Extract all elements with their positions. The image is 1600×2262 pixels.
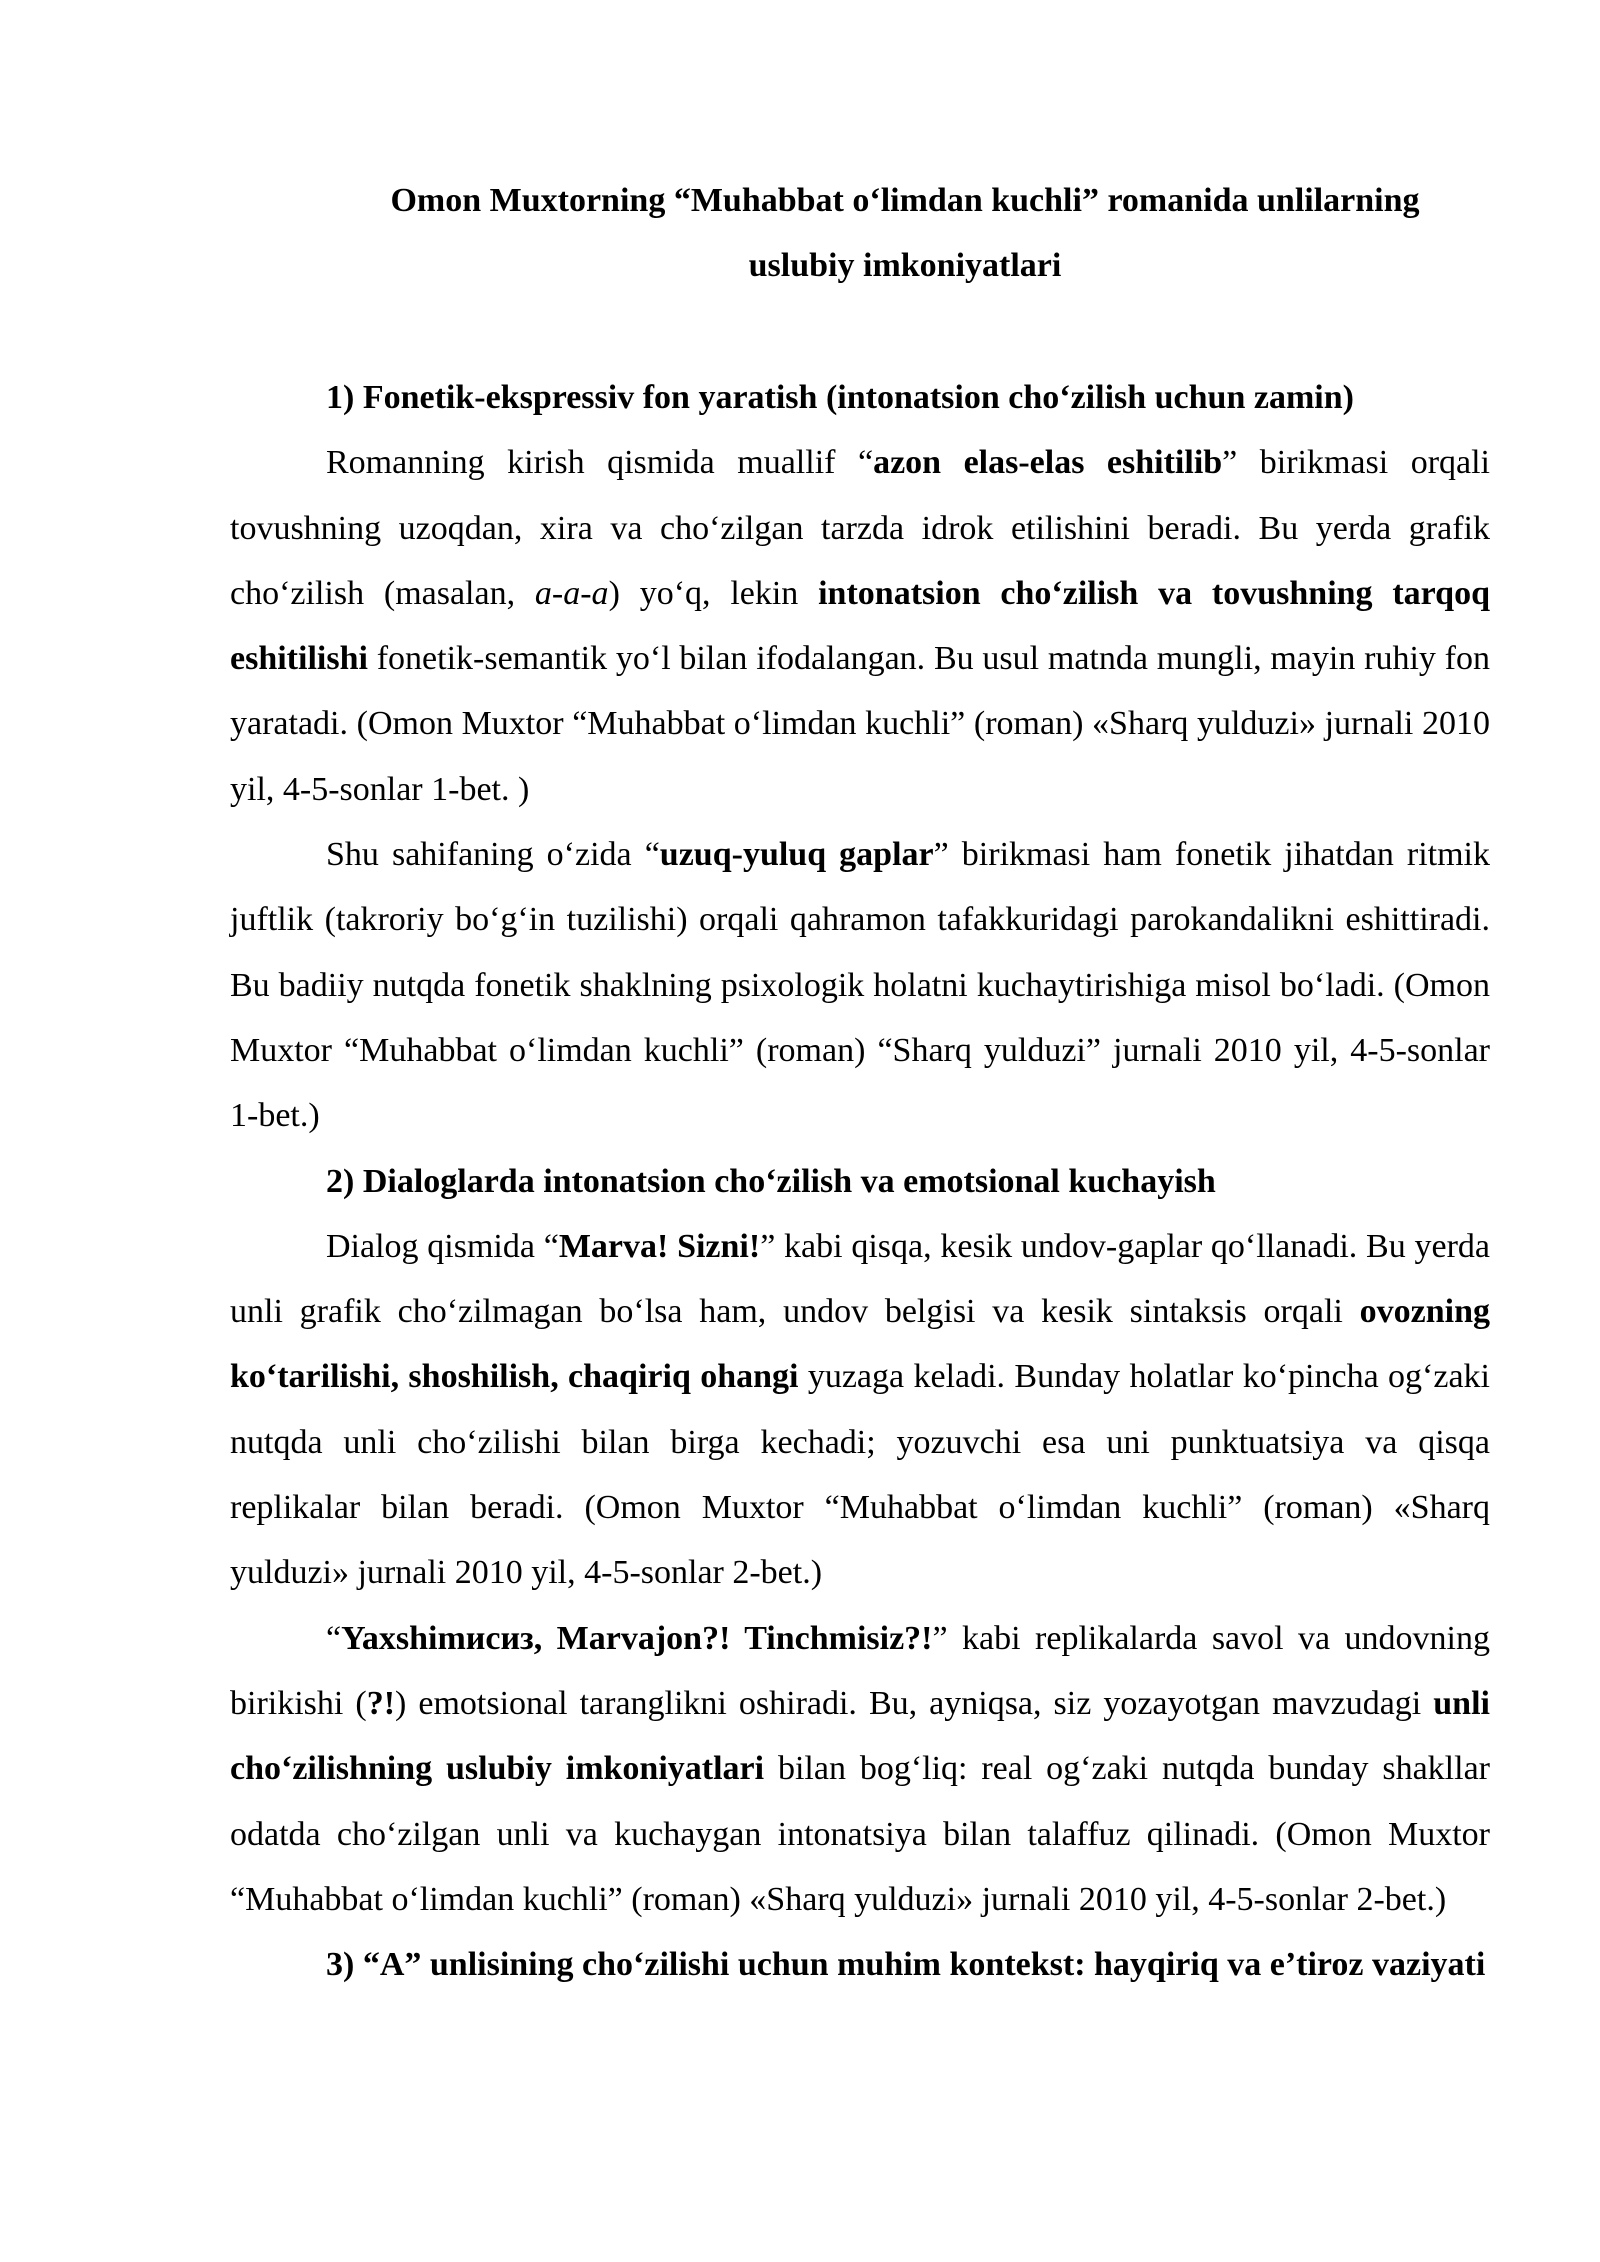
paragraph-3-text-1: Dialog qismida “ [326,1227,559,1265]
paragraph-2-bold-1: uzuq-yuluq gaplar [659,836,934,874]
paragraph-2-text-1: Shu sahifaning o‘zida “ [326,836,660,874]
paragraph-1-text-2: ” birikmasi orqali tovushning uzoqdan, xira va cho‘zilgan tarzda idrok etilishini beradi. Bu yerda grafik cho‘zilish (masalan, [230,444,1490,612]
document-body [230,365,1490,1997]
paragraph-4 [230,1606,1490,1932]
paragraph-1-text-3: ) yo‘q, lekin [608,574,819,612]
paragraph-4-bold-1: Yaxshimисиз, Marvajon?! Tinchmisiz?! [341,1619,933,1657]
section-3-heading: 3) “A” unlisining cho‘zilishi uchun muhim kontekst: hayqiriq va e’tiroz vaziyati [326,1946,1486,1984]
paragraph-1-text-1: Romanning kirish qismida muallif “ [326,444,874,482]
paragraph-4-text-4: bilan bog‘liq: real og‘zaki nutqda bunday shakllar odatda cho‘zilgan unli va kuchaygan intonatsiya bilan talaffuz qilinadi. (Omon Muxtor “Muhabbat o‘limdan kuchli” (roman) «Sharq yulduzi» jurnali 2010 yil, 4-5-sonlar 2-bet.) [230,1750,1490,1918]
paragraph-4-bold-2: ?! [366,1684,396,1722]
title-line-2: uslubiy imkoniyatlari [748,247,1062,284]
paragraph-1-bold-2: intonatsion cho‘zilish va tovushning tarqoq eshitilishi [230,574,1490,678]
paragraph-3-bold-1: Marva! Sizni! [558,1227,761,1265]
document-title [330,168,1480,298]
paragraph-4-bold-3: unli cho‘zilishning uslubiy imkoniyatlari [230,1684,1490,1788]
paragraph-3 [230,1214,1490,1606]
paragraph-2-text-2: ” birikmasi ham fonetik jihatdan ritmik juftlik (takroriy bo‘g‘in tuzilishi) orqali qahramon tafakkuridagi parokandalikni eshittiradi. Bu badiiy nutqda fonetik shaklning psixologik holatni kuchaytirishiga misol bo‘ladi. (Omon Muxtor “Muhabbat o‘limdan kuchli” (roman) “Sharq yulduzi” jurnali 2010 yil, 4-5-sonlar 1-bet.) [230,836,1490,1135]
paragraph-1 [230,430,1490,822]
paragraph-3-text-2: ” kabi qisqa, kesik undov-gaplar qo‘llanadi. Bu yerda unli grafik cho‘zilmagan bo‘lsa ham, undov belgisi va kesik sintaksis orqali [230,1227,1490,1331]
section-1-heading: 1) Fonetik-ekspressiv fon yaratish (intonatsion cho‘zilish uchun zamin) [326,379,1354,416]
paragraph-4-text-3: ) emotsional taranglikni oshiradi. Bu, ayniqsa, siz yozayotgan mavzudagi [395,1684,1434,1722]
paragraph-1-bold-1: azon elas-elas eshitilib [873,444,1223,482]
title-line-1: Omon Muxtorning “Muhabbat o‘limdan kuchli” romanida unlilarning [390,182,1420,219]
section-2-heading: 2) Dialoglarda intonatsion cho‘zilish va emotsional kuchayish [326,1162,1216,1200]
paragraph-3-bold-2: ovozning ko‘tarilishi, shoshilish, chaqiriq ohangi [230,1293,1490,1396]
paragraph-3-text-3: yuzaga keladi. Bunday holatlar ko‘pincha og‘zaki nutqda unli cho‘zilishi bilan birga kechadi; yozuvchi esa uni punktuatsiya va qisqa replikalar bilan beradi. (Omon Muxtor “Muhabbat o‘limdan kuchli” (roman) «Sharq yulduzi» jurnali 2010 yil, 4-5-sonlar 2-bet.) [230,1358,1490,1592]
paragraph-2 [230,822,1490,1148]
paragraph-4-text-2: ” kabi replikalarda savol va undovning birikishi ( [230,1619,1491,1722]
paragraph-1-italic-1: a-a-a [534,574,609,612]
paragraph-1-text-4: fonetik-semantik yo‘l bilan ifodalangan. Bu usul matnda mungli, mayin ruhiy fon yaratadi. (Omon Muxtor “Muhabbat o‘limdan kuchli” (roman) «Sharq yulduzi» jurnali 2010 yil, 4-5-sonlar 1-bet. ) [230,640,1490,808]
paragraph-4-text-1: “ [326,1619,342,1657]
